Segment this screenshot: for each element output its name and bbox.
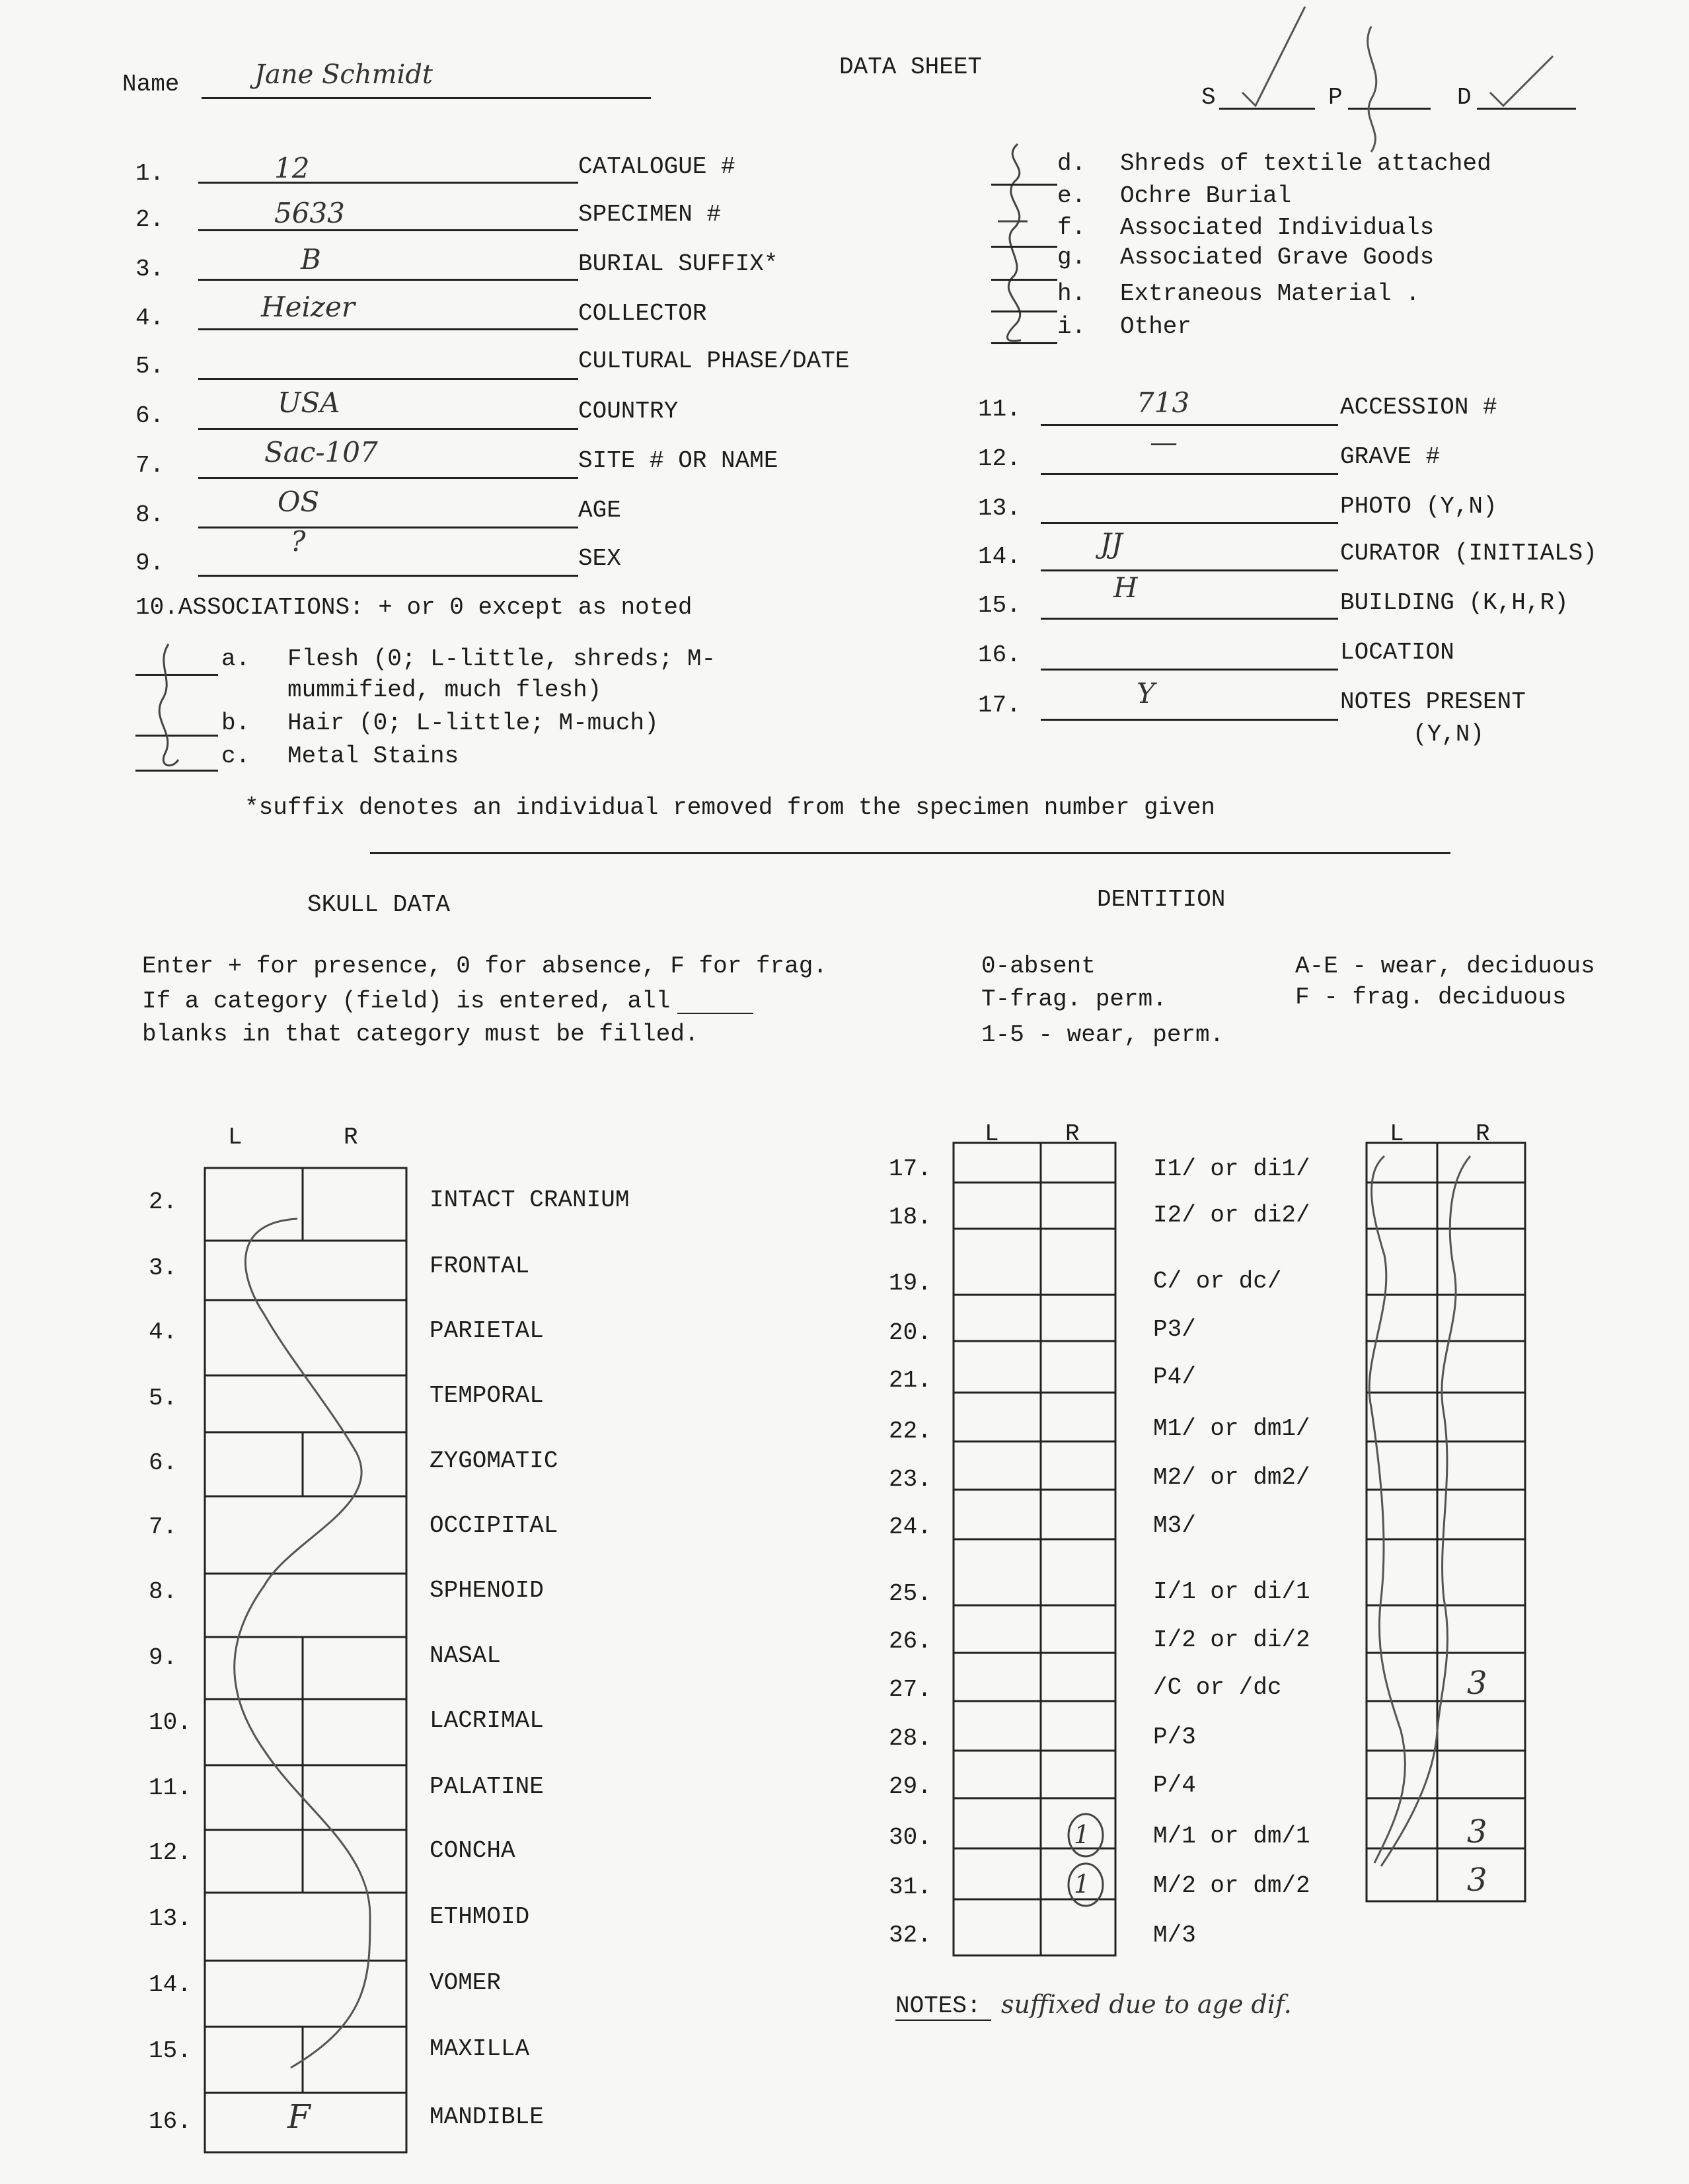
dentition-legend: 1-5 - wear, perm.	[981, 1021, 1224, 1048]
dentition-legend: A-E - wear, deciduous	[1295, 953, 1595, 980]
field-num: 9.	[135, 550, 165, 577]
field-value[interactable]: OS	[278, 486, 320, 518]
skull-row-label: PALATINE	[430, 1773, 544, 1800]
assoc-label-cont: mummified, much flesh)	[287, 676, 602, 704]
assoc-letter: f.	[1057, 214, 1086, 241]
skull-row-label: CONCHA	[430, 1837, 515, 1864]
field-label: ACCESSION #	[1340, 394, 1497, 421]
field-num: 16.	[978, 641, 1021, 669]
field-underline	[1041, 719, 1338, 721]
skull-row-label: VOMER	[430, 1969, 502, 1996]
dentition-legend: 0-absent	[981, 953, 1096, 980]
tooth-num: 31.	[889, 1874, 932, 1901]
field-value[interactable]: ?	[291, 525, 306, 558]
field-value[interactable]: 5633	[274, 197, 345, 229]
skull-row-num: 14.	[149, 1971, 192, 1998]
tooth-num: 28.	[889, 1725, 932, 1752]
assoc-blank	[135, 674, 218, 676]
p-underline	[1348, 108, 1431, 110]
d-underline	[1477, 108, 1576, 110]
field-num: 6.	[135, 402, 165, 429]
tooth-label: /C or /dc	[1153, 1674, 1282, 1701]
all-underline	[677, 1013, 753, 1014]
assoc-label: Other	[1120, 313, 1192, 340]
s-label: S	[1201, 84, 1216, 111]
skull-row-num: 11.	[149, 1774, 192, 1802]
field-label: CURATOR (INITIALS)	[1340, 540, 1597, 567]
field-underline	[1041, 669, 1338, 671]
field-label: GRAVE #	[1340, 443, 1441, 470]
skull-row-num: 7.	[149, 1513, 178, 1541]
assoc-blank	[991, 246, 1057, 248]
dentition-grid-deciduous	[1367, 1143, 1525, 1901]
tooth-label: P/3	[1153, 1724, 1196, 1751]
skull-row-label: PARIETAL	[430, 1317, 544, 1344]
tooth-label: M/1 or dm/1	[1153, 1823, 1310, 1850]
skull-heading: SKULL DATA	[307, 891, 451, 918]
tooth-num: 26.	[889, 1628, 932, 1655]
skull-row-label: SPHENOID	[430, 1577, 544, 1604]
field-label: CATALOGUE #	[578, 153, 735, 180]
assoc-blank	[991, 184, 1057, 186]
field-num: 8.	[135, 501, 165, 528]
field-num: 15.	[978, 592, 1021, 619]
field-label: BURIAL SUFFIX*	[578, 250, 778, 277]
d-label: D	[1457, 84, 1472, 111]
assoc-blank	[991, 342, 1057, 344]
field-underline	[1041, 569, 1338, 571]
tooth-label: C/ or dc/	[1153, 1268, 1282, 1295]
assoc-letter: d.	[1057, 150, 1086, 177]
assoc-letter: i.	[1057, 313, 1086, 340]
tooth-label: M/2 or dm/2	[1153, 1872, 1310, 1899]
dentition-heading: DENTITION	[1097, 886, 1226, 913]
tooth-value[interactable]: 3	[1467, 1665, 1487, 1702]
tooth-num: 25.	[889, 1580, 932, 1607]
tooth-num: 29.	[889, 1773, 932, 1800]
assoc-label: Metal Stains	[287, 743, 459, 770]
field-underline	[1041, 618, 1338, 620]
tooth-num: 21.	[889, 1367, 932, 1394]
tooth-num: 20.	[889, 1319, 932, 1346]
assoc-label: Flesh (0; L-little, shreds; M-	[287, 645, 716, 673]
tooth-value[interactable]: 3	[1467, 1862, 1487, 1899]
field-underline	[198, 527, 578, 528]
notes-label: NOTES:	[895, 1992, 981, 2020]
skull-row-num: 13.	[149, 1905, 192, 1932]
field-num: 5.	[135, 353, 165, 380]
tooth-label: I/1 or di/1	[1153, 1578, 1310, 1605]
field-num: 13.	[978, 495, 1021, 522]
field-underline	[198, 279, 578, 281]
field-label: SEX	[578, 545, 621, 572]
field-num: 11.	[978, 396, 1021, 423]
skull-row-num: 6.	[149, 1449, 178, 1476]
assoc-blank	[135, 735, 218, 737]
skull-instructions: If a category (field) is entered, all	[142, 988, 671, 1015]
field-num: 12.	[978, 445, 1021, 472]
tooth-num: 22.	[889, 1418, 932, 1445]
dentition-grid-lr	[954, 1143, 1115, 1955]
name-label: Name	[122, 71, 180, 98]
skull-row-num: 4.	[149, 1319, 178, 1346]
skull-row-label: ETHMOID	[430, 1903, 530, 1930]
field-label: AGE	[578, 497, 621, 524]
skull-row-num: 5.	[149, 1385, 178, 1412]
field-num: 2.	[135, 206, 165, 233]
field-label: PHOTO (Y,N)	[1340, 493, 1497, 520]
field-underline	[1041, 522, 1338, 524]
notes-value[interactable]: suffixed due to age dif.	[1001, 1990, 1292, 2019]
field-underline	[198, 477, 578, 479]
field-num: 4.	[135, 305, 165, 332]
field-underline	[198, 328, 578, 330]
skull-row-label: MAXILLA	[430, 2035, 530, 2062]
handwritten-ditto-lines	[235, 1156, 1470, 2068]
tooth-value[interactable]: 3	[1467, 1813, 1487, 1850]
tooth-num: 19.	[889, 1270, 932, 1297]
s-underline	[1219, 108, 1315, 110]
field-num: 1.	[135, 160, 165, 187]
field-num: 17.	[978, 692, 1021, 719]
skull-row-label: ZYGOMATIC	[430, 1447, 558, 1474]
field-label: NOTES PRESENT	[1340, 688, 1526, 715]
dentition-col-l: L	[985, 1120, 999, 1147]
field-num: 7.	[135, 452, 165, 479]
tooth-num: 23.	[889, 1466, 932, 1493]
tooth-num: 32.	[889, 1922, 932, 1949]
assoc-label: Associated Grave Goods	[1120, 244, 1435, 271]
field-label: SPECIMEN #	[578, 201, 722, 228]
field-value[interactable]: JJ	[1100, 527, 1123, 560]
skull-row-num: 15.	[149, 2037, 192, 2064]
tooth-label: P/4	[1153, 1772, 1196, 1799]
skull-row-num: 12.	[149, 1839, 192, 1866]
tooth-label: M3/	[1153, 1512, 1196, 1539]
field-label: LOCATION	[1340, 639, 1454, 666]
assoc-blank	[991, 279, 1057, 281]
tooth-num: 30.	[889, 1824, 932, 1851]
tooth-num: 17.	[889, 1155, 932, 1183]
tooth-label: M2/ or dm2/	[1153, 1464, 1310, 1491]
suffix-footnote: *suffix denotes an individual removed from the specimen number given	[244, 794, 1216, 821]
notes-underline	[895, 2020, 991, 2021]
p-label: P	[1328, 84, 1343, 111]
field-underline	[198, 575, 578, 577]
field-label: BUILDING (K,H,R)	[1340, 589, 1569, 616]
tooth-label: M/3	[1153, 1922, 1196, 1949]
tooth-label: I1/ or di1/	[1153, 1155, 1310, 1183]
assoc-label: Associated Individuals	[1120, 214, 1435, 241]
field-label: COUNTRY	[578, 398, 679, 425]
tooth-num: 18.	[889, 1204, 932, 1231]
tooth-label: P3/	[1153, 1316, 1196, 1343]
field-value[interactable]: 713	[1137, 386, 1190, 419]
assoc-label: Shreds of textile attached	[1120, 150, 1491, 177]
dentition-col-r-2: R	[1476, 1120, 1490, 1147]
tooth-label: I2/ or di2/	[1153, 1202, 1310, 1229]
dentition-legend: T-frag. perm.	[981, 986, 1167, 1013]
field-value[interactable]: —	[1150, 426, 1178, 458]
skull-row-label: TEMPORAL	[430, 1382, 544, 1409]
dentition-col-r: R	[1065, 1120, 1080, 1147]
field-underline	[198, 229, 578, 231]
skull-row-num: 16.	[149, 2108, 192, 2135]
dentition-col-l-2: L	[1390, 1120, 1404, 1147]
skull-row-label: LACRIMAL	[430, 1707, 544, 1734]
field-value[interactable]: H	[1113, 571, 1138, 604]
skull-row-label: INTACT CRANIUM	[430, 1186, 630, 1214]
skull-instructions: Enter + for presence, 0 for absence, F for frag.	[142, 953, 827, 980]
tooth-value-circled[interactable]: 1	[1074, 1870, 1090, 1899]
field-label: SITE # OR NAME	[578, 447, 778, 474]
skull-row-label: MANDIBLE	[430, 2103, 544, 2130]
field-num: 14.	[978, 543, 1021, 570]
skull-grid	[205, 1168, 406, 2152]
tooth-label: P4/	[1153, 1364, 1196, 1391]
skull-instructions: blanks in that category must be filled.	[142, 1021, 699, 1048]
skull-row-num: 2.	[149, 1188, 178, 1216]
assoc-label: Hair (0; L-little; M-much)	[287, 710, 659, 737]
field-underline	[198, 182, 578, 184]
field-value[interactable]: USA	[278, 386, 340, 419]
field-underline	[1041, 473, 1338, 475]
field-underline	[1041, 424, 1338, 426]
assoc-label: Extraneous Material .	[1120, 280, 1420, 307]
field-value[interactable]: 12	[274, 152, 310, 184]
assoc-letter: e.	[1057, 182, 1086, 209]
field-label: CULTURAL PHASE/DATE	[578, 347, 850, 375]
skull-col-l: L	[228, 1124, 243, 1151]
skull-row-label: FRONTAL	[430, 1253, 530, 1280]
field-underline	[198, 378, 578, 380]
tooth-value-circled[interactable]: 1	[1074, 1820, 1090, 1849]
field-value[interactable]: Heizer	[261, 291, 355, 323]
tooth-label: M1/ or dm1/	[1153, 1415, 1310, 1442]
page-title: DATA SHEET	[839, 54, 983, 81]
field-label-cont: (Y,N)	[1413, 721, 1485, 748]
field-value[interactable]: B	[301, 243, 321, 275]
skull-row-num: 3.	[149, 1255, 178, 1282]
name-underline	[202, 97, 651, 99]
assoc-blank	[991, 310, 1057, 312]
name-value[interactable]: Jane Schmidt	[254, 59, 433, 90]
tooth-num: 27.	[889, 1676, 932, 1703]
assoc-blank	[135, 770, 218, 772]
mandible-mark[interactable]: F	[287, 2097, 311, 2136]
assoc-label: Ochre Burial	[1120, 182, 1292, 209]
assoc-letter: h.	[1057, 280, 1086, 307]
field-underline	[198, 428, 578, 430]
skull-row-label: NASAL	[430, 1642, 502, 1669]
field-value[interactable]: Y	[1137, 677, 1155, 710]
tooth-label: I/2 or di/2	[1153, 1626, 1310, 1654]
field-value[interactable]: Sac-107	[264, 436, 378, 468]
assoc-letter: b.	[221, 710, 250, 737]
field-num: 3.	[135, 256, 165, 283]
skull-row-num: 9.	[149, 1644, 178, 1671]
associations-heading: 10.ASSOCIATIONS: + or 0 except as noted	[135, 594, 693, 621]
skull-row-num: 10.	[149, 1709, 192, 1736]
field-label: COLLECTOR	[578, 300, 707, 327]
dentition-legend: F - frag. deciduous	[1295, 984, 1567, 1011]
tooth-num: 24.	[889, 1513, 932, 1541]
assoc-letter: g.	[1057, 244, 1086, 271]
assoc-letter: a.	[221, 645, 250, 673]
skull-row-label: OCCIPITAL	[430, 1512, 558, 1539]
skull-row-num: 8.	[149, 1578, 178, 1605]
assoc-letter: c.	[221, 743, 250, 770]
section-divider	[370, 852, 1450, 854]
skull-col-r: R	[344, 1124, 358, 1151]
